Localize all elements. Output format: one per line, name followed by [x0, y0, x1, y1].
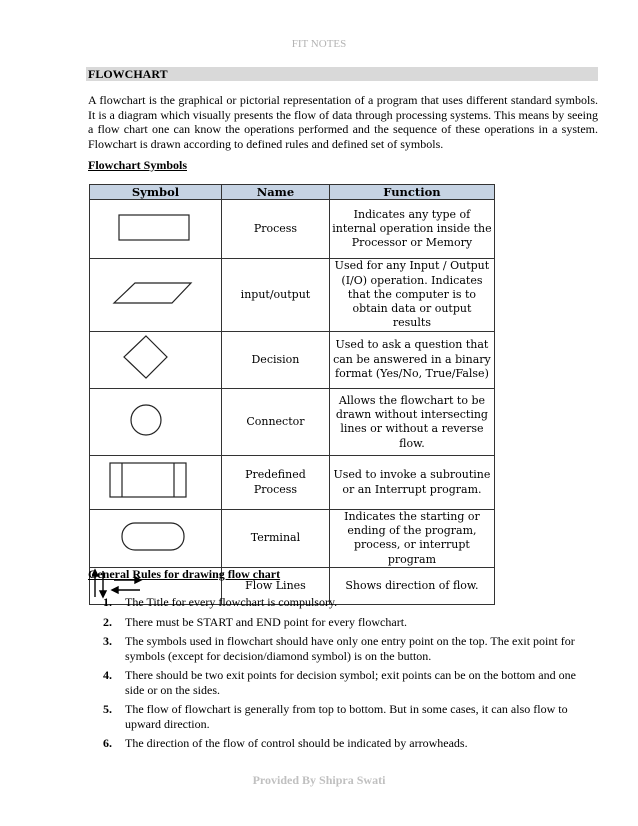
- page-header: FIT NOTES: [291, 38, 347, 50]
- table-header-row: [90, 185, 495, 200]
- rule-number: 2.: [103, 614, 112, 629]
- symbol-cell: [90, 389, 222, 456]
- list-item: [103, 702, 598, 731]
- symbol-cell: [90, 200, 222, 259]
- list-item: [103, 615, 598, 630]
- symbol-name: Decision: [222, 331, 330, 388]
- symbol-function: Allows the flowchart to be drawn without intersecting lines or without a reverse flow.: [329, 389, 494, 456]
- rule-text: There should be two exit points for decision symbol; exit points can be on the bottom and one side or on the sides.: [125, 668, 576, 697]
- symbol-name: Predefined Process: [222, 456, 330, 509]
- rule-number: 3.: [103, 634, 112, 648]
- rule-number: 4.: [103, 668, 112, 682]
- symbol-cell: [90, 509, 222, 567]
- list-item: [103, 634, 598, 663]
- table-row: [90, 389, 495, 456]
- rule-text: The symbols used in flowchart should have only one entry point on the top. The exit point for symbols (except for decision/diamond symbol) is on the button.: [125, 634, 575, 663]
- rules-heading: General Rules for drawing flow chart: [88, 567, 281, 581]
- flowchart-symbols-table: [89, 184, 495, 605]
- symbol-cell: [90, 259, 222, 331]
- list-item: [103, 736, 598, 751]
- symbol-function: Indicates any type of internal operation inside the Processor or Memory: [329, 200, 494, 259]
- table-row: [90, 456, 495, 509]
- symbol-name: Terminal: [222, 509, 330, 567]
- header-symbol: Symbol: [90, 185, 222, 200]
- terminal-icon: [92, 513, 219, 559]
- symbols-heading: Flowchart Symbols: [88, 158, 187, 172]
- section-title: FLOWCHART: [86, 67, 598, 81]
- table-row: [90, 509, 495, 567]
- page-footer: Provided By Shipra Swati: [252, 773, 386, 787]
- list-item: [103, 668, 598, 697]
- symbol-cell: [90, 456, 222, 509]
- rule-text: The flow of flowchart is generally from top to bottom. But in some cases, it can also flow to upward direction.: [125, 702, 568, 731]
- table-row: [90, 259, 495, 331]
- rule-number: 1.: [103, 595, 112, 609]
- rule-text: The Title for every flowchart is compulsory.: [125, 595, 338, 609]
- symbol-name: Process: [222, 200, 330, 259]
- symbol-function: Used for any Input / Output (I/O) operation. Indicates that the computer is to obtain data or output results: [329, 259, 494, 331]
- symbol-name: input/output: [222, 259, 330, 331]
- rule-text: There must be START and END point for every flowchart.: [125, 614, 408, 629]
- symbol-name: Connector: [222, 389, 330, 456]
- symbol-function: Shows direction of flow.: [329, 567, 494, 604]
- rule-number: 6.: [103, 736, 112, 750]
- header-function: Function: [329, 185, 494, 200]
- symbol-cell: [90, 331, 222, 388]
- symbol-function: Indicates the starting or ending of the program, process, or interrupt program: [329, 509, 494, 567]
- intro-paragraph: A flowchart is the graphical or pictorial representation of a program that uses different standard symbols. It is a diagram which visually presents the flow of data through processing systems. This means by seeing a flow chart one can know the operations performed and the sequence of these operations in a system. Flowchart is drawn according to defined rules and defined set of symbols.: [88, 93, 598, 151]
- header-name: Name: [222, 185, 330, 200]
- symbol-function: Used to ask a question that can be answered in a binary format (Yes/No, True/False): [329, 331, 494, 388]
- table-row: [90, 331, 495, 388]
- table-row: [90, 200, 495, 259]
- rules-list: [103, 595, 598, 756]
- circle-icon: [92, 389, 219, 451]
- predefined-process-icon: [92, 456, 219, 504]
- process-rectangle-icon: [92, 200, 219, 254]
- symbol-name: Flow Lines: [222, 567, 330, 604]
- diamond-icon: [92, 332, 219, 384]
- parallelogram-icon: [92, 263, 219, 323]
- symbol-function: Used to invoke a subroutine or an Interrupt program.: [329, 456, 494, 509]
- rule-text: The direction of the flow of control should be indicated by arrowheads.: [125, 736, 468, 750]
- rule-number: 5.: [103, 702, 112, 716]
- list-item: [103, 595, 598, 610]
